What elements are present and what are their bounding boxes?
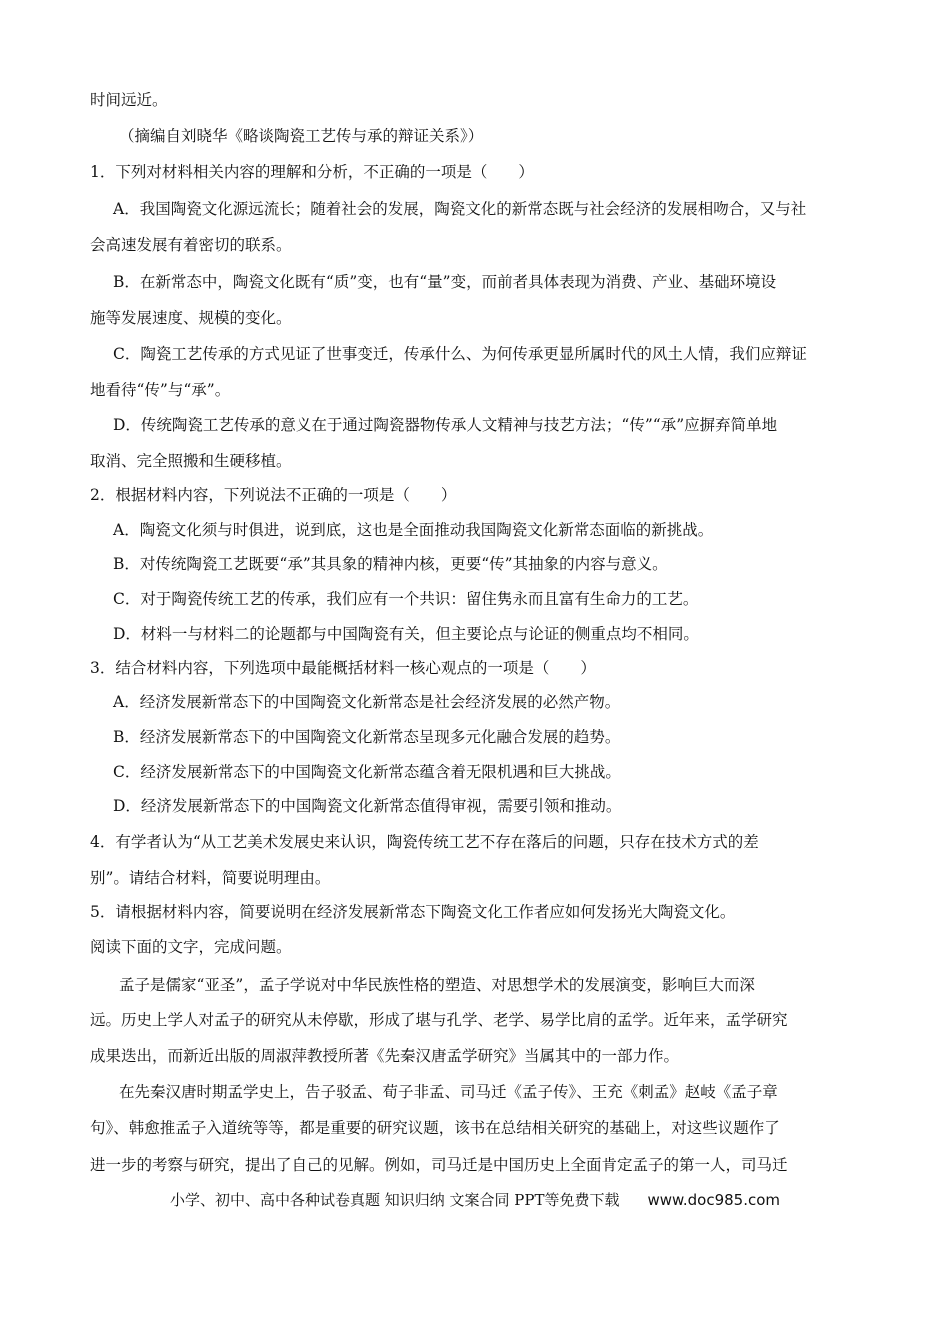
passage-tail: 时间远近。 <box>90 91 168 109</box>
source-citation: （摘编自刘晓华《略谈陶瓷工艺传与承的辩证关系》） <box>119 127 484 145</box>
page-footer <box>0 1190 950 1210</box>
q2-option-b: B．对传统陶瓷工艺既要“承”其具象的精神内核，更要“传”其抽象的内容与意义。 <box>113 555 668 573</box>
footer-url[interactable]: www.doc985.com <box>647 1191 781 1209</box>
passage-2-para-2-line-2: 句》、韩愈推孟子入道统等等，都是重要的研究议题，该书在总结相关研究的基础上，对这些议题作了 <box>90 1119 780 1137</box>
q1-option-b: B．在新常态中，陶瓷文化既有“质”变，也有“量”变，而前者具体表现为消费、产业、基础环境设 <box>113 273 777 291</box>
question-4-stem-cont: 别”。请结合材料，简要说明理由。 <box>90 869 331 887</box>
q2-option-a: A．陶瓷文化须与时俱进，说到底，这也是全面推动我国陶瓷文化新常态面临的新挑战。 <box>113 521 714 539</box>
question-3-stem: 3．结合材料内容，下列选项中最能概括材料一核心观点的一项是（ ） <box>90 659 596 677</box>
q1-option-b-cont: 施等发展速度、规模的变化。 <box>90 309 292 327</box>
q2-option-d: D．材料一与材料二的论题都与中国陶瓷有关，但主要论点与论证的侧重点均不相同。 <box>113 625 699 643</box>
q3-option-b: B．经济发展新常态下的中国陶瓷文化新常态呈现多元化融合发展的趋势。 <box>113 728 621 746</box>
passage-2-para-2-line-3: 进一步的考察与研究，提出了自己的见解。例如，司马迁是中国历史上全面肯定孟子的第一人，司马迁 <box>90 1156 788 1174</box>
q2-option-c: C．对于陶瓷传统工艺的传承，我们应有一个共识：留住隽永而且富有生命力的工艺。 <box>113 590 699 608</box>
passage-2-para-1-line-3: 成果迭出，而新近出版的周淑萍教授所著《先秦汉唐孟学研究》当属其中的一部力作。 <box>90 1047 680 1065</box>
q1-option-d: D．传统陶瓷工艺传承的意义在于通过陶瓷器物传承人文精神与技艺方法；“传”“承”应摒弃简单地 <box>113 416 778 434</box>
passage-2-para-1-line-1: 孟子是儒家“亚圣”，孟子学说对中华民族性格的塑造、对思想学术的发展演变，影响巨大而深 <box>119 976 755 994</box>
question-2-stem: 2．根据材料内容，下列说法不正确的一项是（ ） <box>90 486 457 504</box>
reading-instruction: 阅读下面的文字，完成问题。 <box>90 938 292 956</box>
passage-2-para-2-line-1: 在先秦汉唐时期孟学史上，告子驳孟、荀子非孟、司马迁《孟子传》、王充《刺孟》赵岐《孟子章 <box>119 1083 778 1101</box>
q3-option-a: A．经济发展新常态下的中国陶瓷文化新常态是社会经济发展的必然产物。 <box>113 693 621 711</box>
question-1-stem: 1．下列对材料相关内容的理解和分析，不正确的一项是（ ） <box>90 163 534 181</box>
q1-option-c-cont: 地看待“传”与“承”。 <box>90 381 231 399</box>
question-4-stem: 4．有学者认为“从工艺美术发展史来认识，陶瓷传统工艺不存在落后的问题，只存在技术方式的差 <box>90 833 759 851</box>
q1-option-a-cont: 会高速发展有着密切的联系。 <box>90 236 292 254</box>
q1-option-c: C．陶瓷工艺传承的方式见证了世事变迁，传承什么、为何传承更显所属时代的风土人情，我们应辩证 <box>113 345 807 363</box>
q1-option-d-cont: 取消、完全照搬和生硬移植。 <box>90 452 292 470</box>
q3-option-c: C．经济发展新常态下的中国陶瓷文化新常态蕴含着无限机遇和巨大挑战。 <box>113 763 621 781</box>
q3-option-d: D．经济发展新常态下的中国陶瓷文化新常态值得审视，需要引领和推动。 <box>113 797 622 815</box>
footer-text: 小学、初中、高中各种试卷真题 知识归纳 文案合同 PPT等免费下载 <box>169 1191 620 1209</box>
passage-2-para-1-line-2: 远。历史上学人对孟子的研究从未停歇，形成了堪与孔学、老学、易学比肩的孟学。近年来，孟学研究 <box>90 1011 788 1029</box>
question-5-stem: 5．请根据材料内容，简要说明在经济发展新常态下陶瓷文化工作者应如何发扬光大陶瓷文化。 <box>90 903 736 921</box>
q1-option-a: A．我国陶瓷文化源远流长；随着社会的发展，陶瓷文化的新常态既与社会经济的发展相吻合，又与社 <box>113 200 807 218</box>
